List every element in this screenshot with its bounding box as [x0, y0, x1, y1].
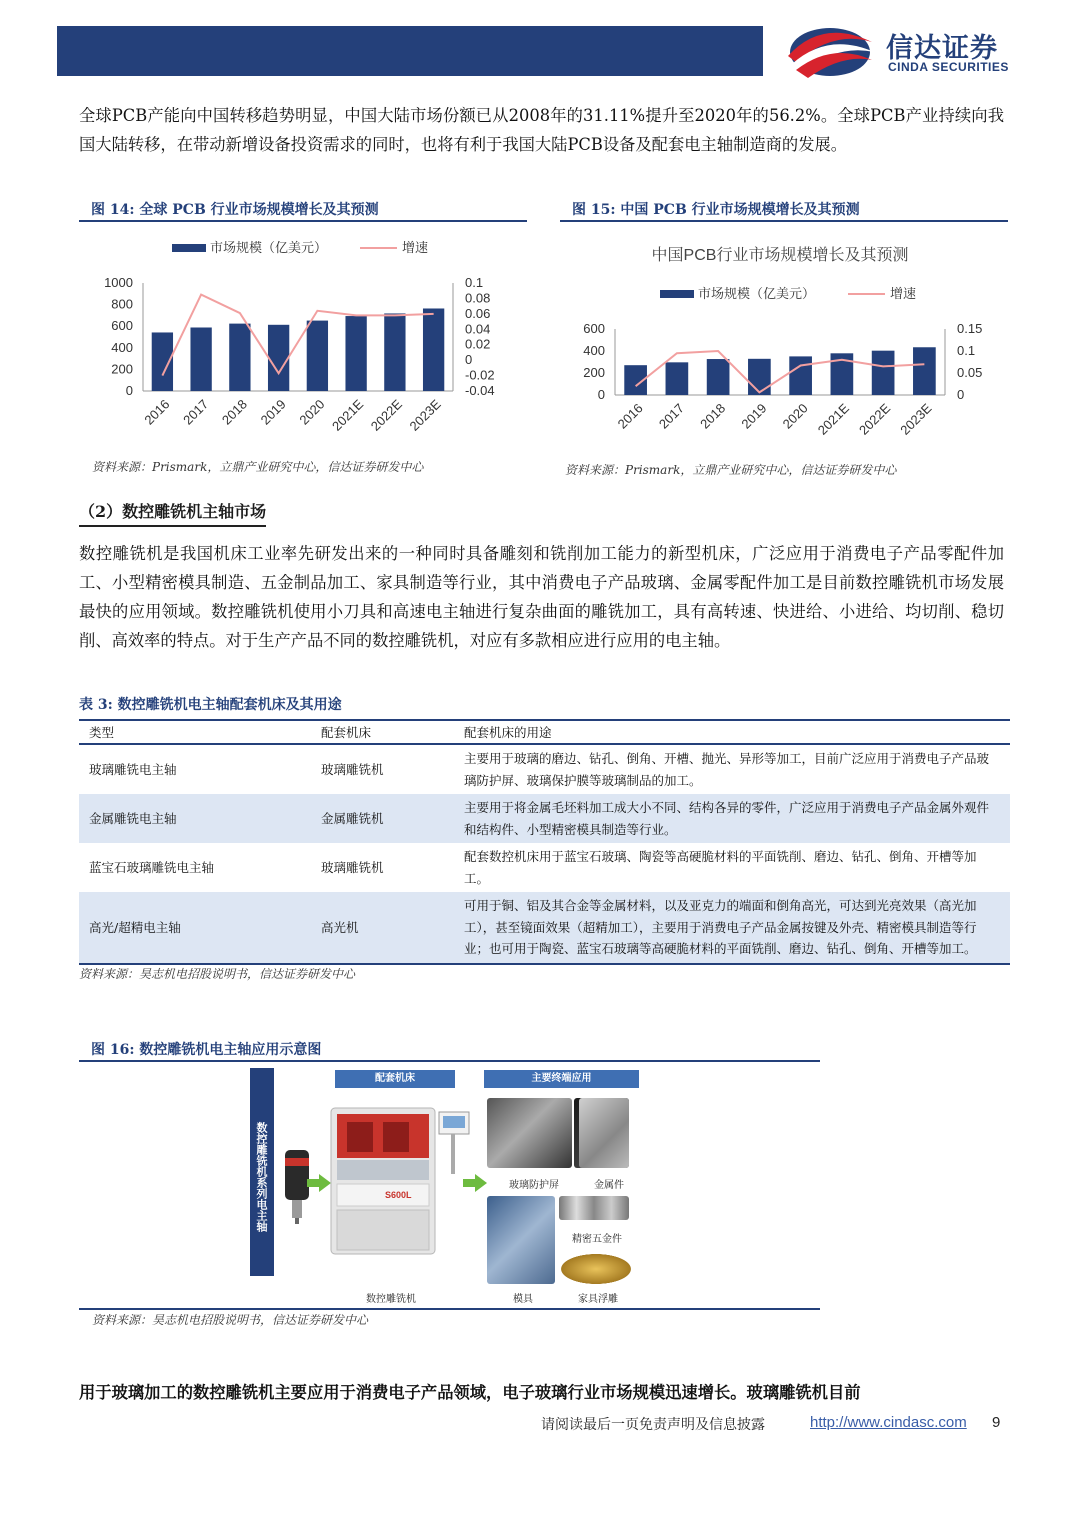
table-row — [79, 892, 1010, 964]
bar — [384, 313, 405, 391]
legend-bar-label: 市场规模（亿美元） — [210, 240, 328, 255]
legend-line-label: 增速 — [890, 286, 917, 301]
legend-bar-label: 市场规模（亿美元） — [698, 286, 816, 301]
y-tick-label-left: 200 — [111, 361, 133, 377]
table3-source: 资料来源：昊志机电招股说明书，信达证券研发中心 — [79, 967, 356, 981]
caption-mold: 模具 — [513, 1294, 533, 1305]
x-tick-label: 2018 — [218, 396, 250, 428]
legend-line-label: 增速 — [402, 240, 429, 255]
arrow-right-icon — [307, 1174, 331, 1192]
table-row — [79, 794, 1010, 843]
x-tick-label: 2018 — [697, 400, 729, 432]
table3-header-machine: 配套机床 — [311, 720, 454, 744]
bar — [872, 351, 895, 395]
engraving-machine-icon — [329, 1100, 479, 1260]
caption-precision-hardware: 精密五金件 — [572, 1234, 622, 1245]
table-cell: 高光机 — [311, 892, 454, 964]
table3-header-usage: 配套机床的用途 — [454, 720, 1010, 744]
table-cell: 主要用于玻璃的磨边、钻孔、倒角、开槽、抛光、异形等加工，目前广泛应用于消费电子产品玻璃防护屏、玻璃保护膜等玻璃制品的加工。 — [464, 751, 990, 788]
bar — [789, 356, 812, 395]
fig16-title-text: 数控雕铣机电主轴应用示意图 — [139, 1042, 322, 1058]
fig14-source: 资料来源：Prismark，立鼎产业研究中心，信达证券研发中心 — [92, 460, 424, 474]
x-tick-label: 2020 — [296, 396, 328, 428]
photo-mold — [487, 1196, 555, 1284]
cinda-logo — [782, 22, 1042, 82]
x-tick-label: 2023E — [406, 396, 444, 434]
y-tick-label-right: 0 — [957, 387, 965, 402]
y-tick-label-left: 600 — [111, 318, 133, 334]
arrow-right-icon — [463, 1174, 487, 1192]
x-tick-label: 2023E — [897, 400, 935, 438]
y-tick-label-right: 0.15 — [957, 321, 983, 336]
x-tick-label: 2022E — [367, 396, 405, 434]
y-tick-label-left: 200 — [583, 365, 605, 380]
bar — [307, 321, 328, 391]
fig14-title-text: 全球 PCB 行业市场规模增长及其预测 — [139, 202, 379, 218]
chart-title: 中国PCB行业市场规模增长及其预测 — [651, 247, 909, 264]
y-tick-label-left: 400 — [583, 343, 605, 358]
logo-text-en: CINDA SECURITIES — [888, 60, 1009, 74]
y-tick-label-right: 0.1 — [957, 343, 976, 358]
table-cell: 高光/超精电主轴 — [79, 892, 311, 964]
section2-heading: （2）数控雕铣机主轴市场 — [79, 499, 266, 527]
table3-header-row — [79, 720, 1010, 744]
page-number: 9 — [992, 1414, 1001, 1431]
last-paragraph-text: 用于玻璃加工的数控雕铣机主要应用于消费电子产品领域，电子玻璃行业市场规模迅速增长。玻璃雕铣机目前 — [79, 1383, 861, 1402]
y-tick-label-left: 800 — [111, 296, 133, 312]
bar — [666, 362, 689, 395]
table3 — [79, 719, 1010, 965]
table3-title-text: 数控雕铣机电主轴配套机床及其用途 — [117, 697, 342, 713]
photo-furniture-relief — [561, 1254, 631, 1284]
y-tick-label-left: 1000 — [104, 275, 133, 290]
y-tick-label-left: 0 — [125, 383, 133, 398]
x-tick-label: 2019 — [257, 396, 289, 428]
table-cell: 玻璃雕铣机 — [321, 859, 384, 875]
table-cell: 玻璃雕铣机 — [321, 761, 384, 777]
y-tick-label-right: 0.02 — [465, 336, 491, 352]
footer-disclaimer: 请阅读最后一页免责声明及信息披露 — [541, 1417, 765, 1433]
x-tick-label: 2019 — [738, 400, 770, 432]
x-tick-label: 2016 — [141, 396, 173, 428]
x-tick-label: 2021E — [329, 396, 367, 434]
fig16-source: 资料来源：昊志机电招股说明书，信达证券研发中心 — [92, 1313, 369, 1327]
table3-label: 表 3: — [79, 697, 113, 713]
table-row — [79, 843, 1010, 892]
table3-header-type: 类型 — [79, 720, 311, 744]
box-machine: 配套机床 — [335, 1070, 455, 1088]
fig16-diagram — [79, 1062, 820, 1310]
cinda-logo-icon — [782, 22, 878, 82]
fig14-chart — [79, 232, 529, 454]
caption-machine: 数控雕铣机 — [366, 1294, 416, 1305]
y-tick-label-right: -0.02 — [465, 367, 495, 383]
caption-furniture: 家具浮雕 — [578, 1294, 618, 1305]
fig14-title — [79, 200, 527, 222]
y-tick-label-right: 0 — [465, 352, 473, 368]
x-tick-label: 2020 — [779, 400, 811, 432]
y-tick-label-left: 400 — [111, 339, 133, 355]
y-tick-label-left: 0 — [597, 387, 605, 402]
fig14-label: 图 14: — [91, 202, 135, 218]
fig15-title — [560, 200, 1008, 222]
caption-glass-screen: 玻璃防护屏 — [509, 1180, 559, 1191]
table-cell: 配套数控机床用于蓝宝石玻璃、陶瓷等高硬脆材料的平面铣削、磨边、钻孔、倒角、开槽等加工。 — [464, 849, 977, 886]
table-cell: 主要用于将金属毛坯料加工成大小不同、结构各异的零件，广泛应用于消费电子产品金属外观件和结构件、小型精密模具制造等行业。 — [454, 794, 1010, 843]
logo-text-cn: 信达证券 — [886, 33, 998, 64]
x-tick-label: 2021E — [814, 400, 852, 438]
fig15-chart — [560, 232, 1010, 457]
fig16-label: 图 16: — [91, 1042, 135, 1058]
bar — [423, 308, 444, 391]
table-row — [79, 744, 1010, 794]
box-apps: 主要终端应用 — [484, 1070, 639, 1088]
bar — [268, 325, 289, 391]
y-tick-label-right: 0.06 — [465, 305, 491, 321]
y-tick-label-right: 0.04 — [465, 321, 491, 337]
y-tick-label-right: -0.04 — [465, 383, 495, 398]
x-tick-label: 2017 — [655, 400, 687, 432]
table-cell: 金属雕铣机 — [311, 794, 454, 843]
bar — [190, 327, 211, 391]
fig16-vertical-title: 数控雕铣机系列电主轴 — [250, 1068, 274, 1276]
table-cell: 可用于铜、铝及其合金等金属材料，以及亚克力的端面和倒角高光，可达到光亮效果（高光加工），甚至镜面效果（超精加工），主要用于消费电子产品金属按键及外壳、精密模具制造等行业；也可用于陶瓷、蓝宝石玻璃等高硬脆材料的平面铣削、磨边、钻孔、倒角、开槽等加工。 — [454, 892, 1010, 964]
header-bar — [57, 26, 763, 76]
y-tick-label-right: 0.05 — [957, 365, 983, 380]
fig16-title — [79, 1040, 820, 1062]
table-cell: 金属雕铣电主轴 — [79, 794, 311, 843]
fig15-source: 资料来源：Prismark，立鼎产业研究中心，信达证券研发中心 — [565, 463, 897, 477]
photo-hardware — [559, 1196, 629, 1220]
section2-paragraph: 数控雕铣机是我国机床工业率先研发出来的一种同时具备雕刻和铣削加工能力的新型机床，广泛应用于消费电子产品零配件加工、小型精密模具制造、五金制品加工、家具制造等行业，其中消费电子产品玻璃、金属零配件加工是目前数控雕铣机市场发展最快的应用领域。数控雕铣机使用小刀具和高速电主轴进行复杂曲面的雕铣加工，具有高转速、快进给、小进给、均切削、稳切削、高效率的特点。对于生产产品不同的数控雕铣机，对应有多款相应进行应用的电主轴。 — [79, 544, 1004, 650]
x-tick-label: 2017 — [180, 396, 212, 428]
caption-metal-part: 金属件 — [594, 1180, 624, 1191]
bar — [707, 359, 730, 395]
machine-brand: S600L — [385, 1190, 412, 1200]
legend-bar-swatch — [660, 290, 694, 298]
legend-bar-swatch — [172, 244, 206, 252]
table3-title — [79, 695, 1010, 717]
fig15-title-text: 中国 PCB 行业市场规模增长及其预测 — [620, 202, 860, 218]
y-tick-label-right: 0.08 — [465, 290, 491, 306]
bar — [229, 324, 250, 391]
bar — [748, 359, 771, 395]
x-tick-label: 2022E — [856, 400, 894, 438]
y-tick-label-left: 600 — [583, 321, 605, 336]
table-cell: 玻璃雕铣电主轴 — [89, 761, 177, 777]
fig15-label: 图 15: — [572, 202, 616, 218]
table-cell: 蓝宝石玻璃雕铣电主轴 — [89, 859, 215, 875]
footer-link[interactable]: http://www.cindasc.com — [810, 1414, 967, 1431]
intro-paragraph: 全球PCB产能向中国转移趋势明显，中国大陆市场份额已从2008年的31.11%提升至2020年的56.2%。全球PCB产业持续向我国大陆转移，在带动新增设备投资需求的同时，也将有利于我国大陆PCB设备及配套电主轴制造商的发展。 — [79, 106, 1004, 154]
x-tick-label: 2016 — [614, 400, 646, 432]
photo-metal-case — [579, 1098, 629, 1168]
y-tick-label-right: 0.1 — [465, 275, 484, 290]
bar — [345, 316, 366, 391]
bar — [913, 347, 936, 395]
last-paragraph — [79, 1378, 1004, 1407]
fig16-bottom-rule — [79, 1308, 820, 1310]
photo-phone-parts — [487, 1098, 572, 1168]
